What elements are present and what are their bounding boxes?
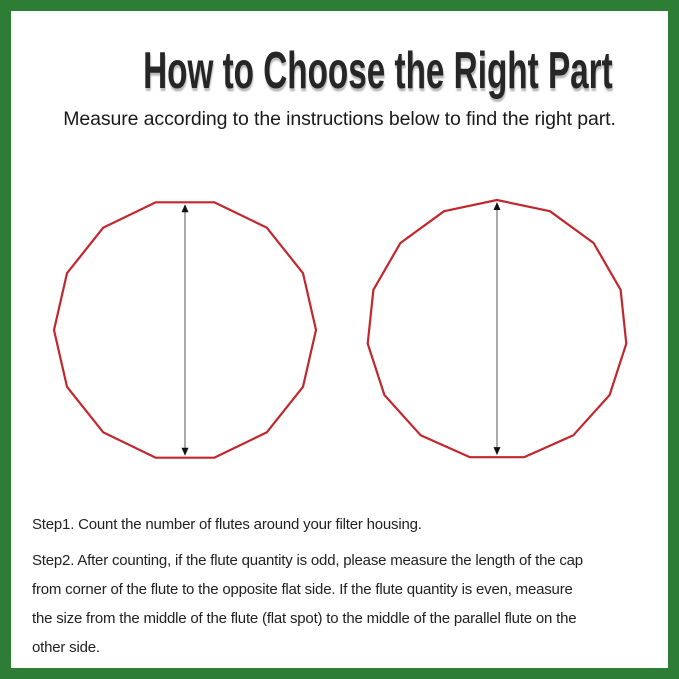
step2-line-4: other side.	[32, 639, 100, 656]
step2-line-1: Step2. After counting, if the flute quantity is odd, please measure the length of the cap	[32, 552, 583, 569]
step2-instruction	[32, 546, 652, 662]
flute-measurement-diagram	[11, 190, 668, 475]
page-title	[11, 44, 668, 99]
step2-line-3: the size from the middle of the flute (flat spot) to the middle of the parallel flute on the	[32, 610, 577, 627]
page-subtitle: Measure according to the instructions below to find the right part.	[63, 108, 616, 130]
step1-instruction: Step1. Count the number of flutes around your filter housing.	[32, 516, 422, 533]
step2-line-2: from corner of the flute to the opposite flat side. If the flute quantity is even, measure	[32, 581, 573, 598]
page-title-text: How to Choose the Right Part	[143, 42, 613, 100]
